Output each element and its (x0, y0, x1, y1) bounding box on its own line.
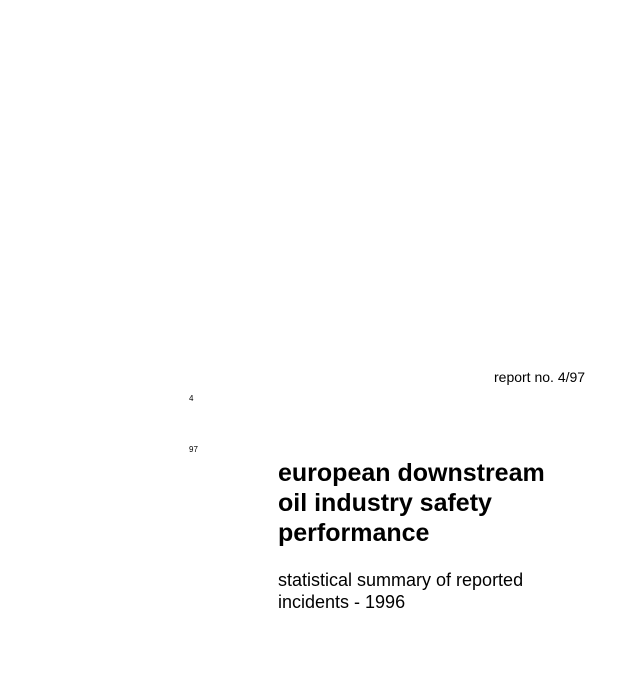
title-line: performance (278, 519, 430, 547)
report-number: report no. 4/97 (494, 369, 586, 385)
subtitle-line: incidents - 1996 (278, 592, 406, 612)
margin-mark-top: 4 (189, 394, 194, 403)
document-subtitle (278, 569, 523, 613)
margin-mark-bottom: 97 (189, 445, 198, 454)
subtitle-line: statistical summary of reported (278, 570, 524, 590)
title-line: oil industry safety (278, 489, 492, 517)
document-title (278, 458, 545, 548)
title-line: european downstream (278, 459, 545, 487)
